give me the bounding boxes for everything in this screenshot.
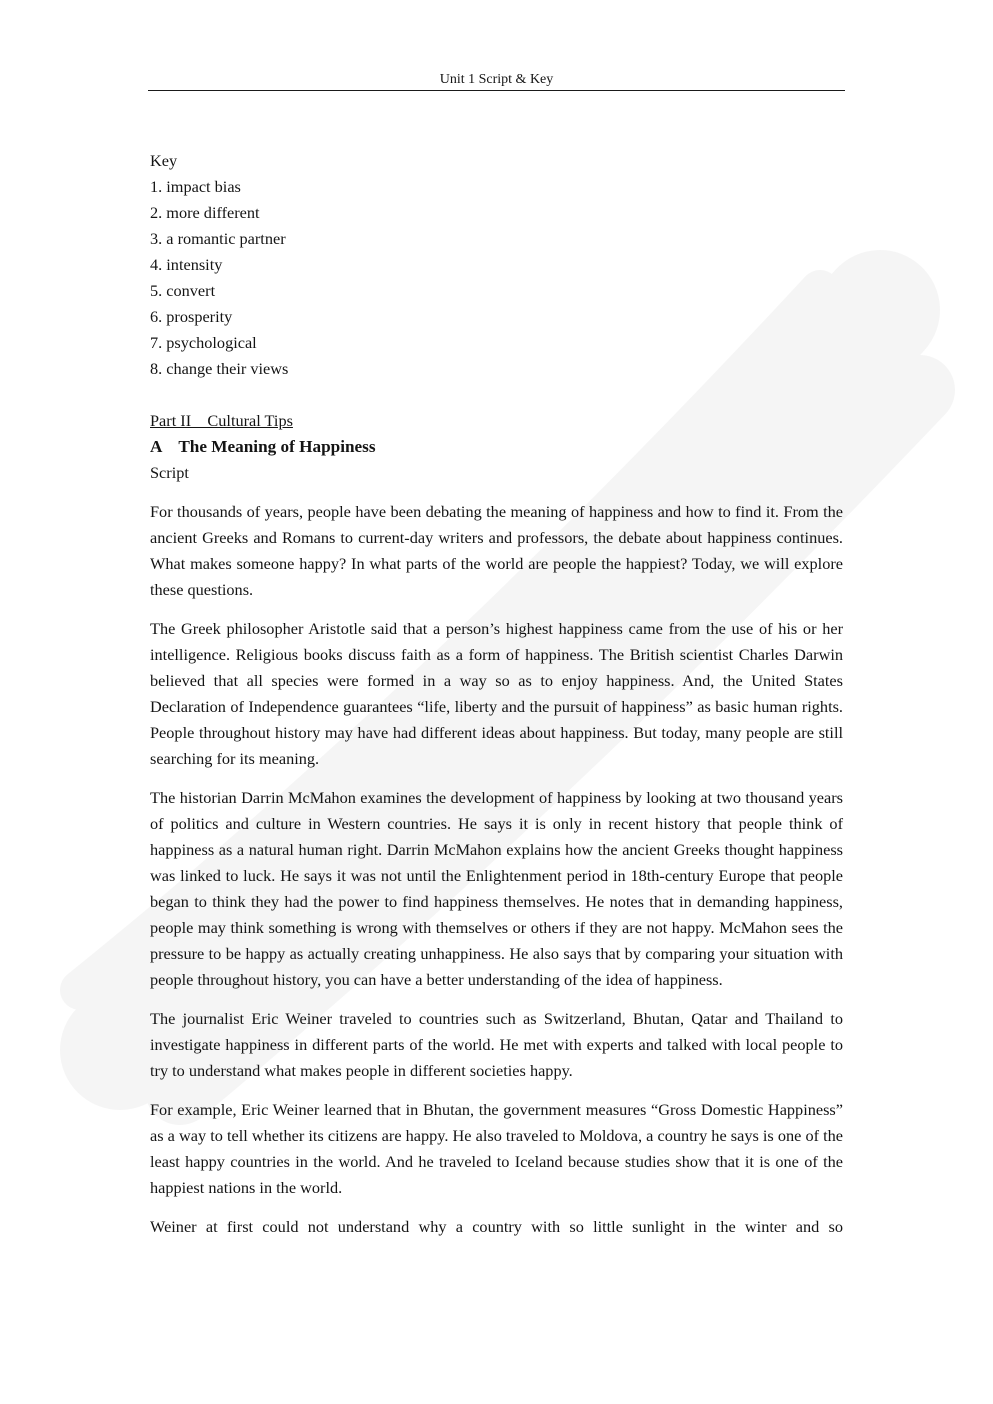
page-header	[148, 70, 845, 91]
script-body	[150, 499, 843, 1240]
part-title: Part II Cultural Tips	[150, 411, 293, 430]
key-item: 6. prosperity	[150, 307, 233, 326]
key-item: 4. intensity	[150, 255, 223, 274]
key-item: 3. a romantic partner	[150, 229, 286, 248]
paragraph: Weiner at first could not understand why a country with so little sunlight in the winter and so	[150, 1217, 843, 1236]
section-title: A The Meaning of Happiness	[150, 437, 376, 456]
paragraph: For example, Eric Weiner learned that in Bhutan, the government measures “Gross Domestic Happiness” as a way to tell whether its citizens are happy. He also traveled to Moldova, a country he says is one of the least happy countries in the world. And he traveled to Iceland because studies show that it is one of the happiest nations in the world.	[150, 1100, 843, 1197]
key-item: 5. convert	[150, 281, 216, 300]
key-item: 2. more different	[150, 203, 260, 222]
paragraph: The Greek philosopher Aristotle said that a person’s highest happiness came from the use of his or her intelligence. Religious books discuss faith as a form of happiness. The British scientist Charles Darwin believed that all species were formed in a way so as to enjoy happiness. And, the United States Declaration of Independence guarantees “life, liberty and the pursuit of happiness” as basic human rights. People throughout history may have had different ideas about happiness. But today, many people are still searching for its meaning.	[150, 619, 843, 768]
key-heading: Key	[150, 151, 178, 170]
header-title: Unit 1 Script & Key	[439, 72, 554, 87]
paragraph: The journalist Eric Weiner traveled to countries such as Switzerland, Bhutan, Qatar and Thailand to investigate happiness in different parts of the world. He met with experts and talked with local people to try to understand what makes people in different societies happy.	[150, 1009, 843, 1080]
answer-key-list	[150, 174, 843, 382]
script-label: Script	[150, 463, 189, 482]
key-item: 7. psychological	[150, 333, 257, 352]
paragraph: The historian Darrin McMahon examines the development of happiness by looking at two thousand years of politics and culture in Western countries. He says it is only in recent history that people think of happiness as a natural human right. Darrin McMahon explains how the ancient Greeks thought happiness was linked to luck. He says it was not until the Enlightenment period in 18th-century Europe that people began to think they had the power to find happiness themselves. He notes that in demanding happiness, people may think something is wrong with themselves or others if they are not happy. McMahon sees the pressure to be happy as actually creating unhappiness. He also says that by comparing your situation with people throughout history, you can have a better understanding of the idea of happiness.	[150, 788, 843, 989]
key-item: 1. impact bias	[150, 177, 241, 196]
key-item: 8. change their views	[150, 359, 289, 378]
page-content	[150, 148, 843, 1253]
paragraph: For thousands of years, people have been debating the meaning of happiness and how to find it. From the ancient Greeks and Romans to current-day writers and professors, the debate about happiness continues. What makes someone happy? In what parts of the world are people the happiest? Today, we will explore these questions.	[150, 502, 843, 599]
